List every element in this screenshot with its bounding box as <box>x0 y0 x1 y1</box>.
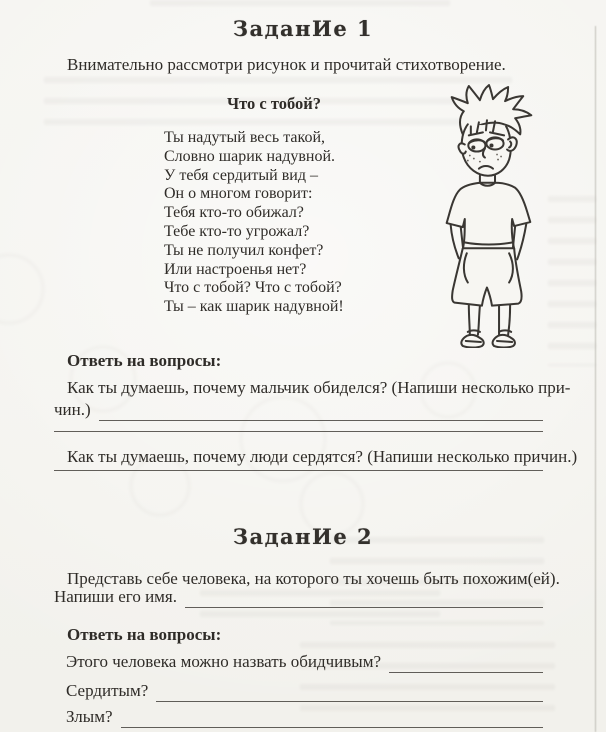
poem-line: Что с тобой? Что с тобой? <box>164 279 342 297</box>
task2-question-3: Злым? <box>66 707 113 726</box>
poem-line: Ты не получил конфет? <box>164 241 324 259</box>
task1-instruction: Внимательно рассмотри рисунок и прочитай стихотворение. <box>67 55 506 74</box>
bleedthrough-artifact <box>150 0 450 10</box>
task2-question-row <box>54 680 543 702</box>
task1-question1-line2: чин.) <box>54 400 91 419</box>
task2-question-2: Сердитым? <box>66 681 149 700</box>
answer-line[interactable] <box>54 431 543 432</box>
poem-line: Тебе кто-то угрожал? <box>164 222 310 240</box>
poem <box>164 94 364 317</box>
task2-intro-line2: Напиши его имя. <box>54 587 178 606</box>
answer-line[interactable] <box>54 470 543 471</box>
task2-question-row <box>54 651 543 673</box>
bleedthrough-artifact <box>548 196 596 366</box>
poem-line: Ты – как шарик надувной! <box>164 298 344 316</box>
task2-question-1: Этого человека можно назвать обидчивым? <box>66 652 381 671</box>
sad-boy-drawing-icon <box>436 82 550 348</box>
bleedthrough-circle <box>0 254 44 324</box>
task1-heading: ЗаданИе 1 <box>232 16 374 41</box>
poem-line: Ты надутый весь такой, <box>164 129 326 146</box>
task1-question1-line2-row <box>54 399 543 421</box>
poem-line: Или настроенья нет? <box>164 260 307 278</box>
poem-line: Он о многом говорит: <box>164 185 313 203</box>
poem-title: Что с тобой? <box>227 94 321 113</box>
task1-question1-line1: Как ты думаешь, почему мальчик обиделся? (Напиши несколько при- <box>67 378 571 397</box>
poem-line: Тебя кто-то обижал? <box>164 204 304 222</box>
answer-line[interactable] <box>156 683 543 702</box>
task1-answers-heading: Ответь на вопросы: <box>67 351 222 370</box>
poem-lines <box>164 129 364 317</box>
answer-line[interactable] <box>121 709 543 728</box>
answer-line[interactable] <box>99 402 543 421</box>
task2-intro-line1: Представь себе человека, на которого ты хочешь быть похожим(ей). <box>67 569 560 588</box>
task2-intro-line2-row <box>54 586 543 608</box>
answer-line[interactable] <box>185 589 543 608</box>
poem-line: У тебя сердитый вид – <box>164 166 318 184</box>
task2-heading: ЗаданИе 2 <box>232 524 374 549</box>
answer-line[interactable] <box>389 654 543 673</box>
poem-line: Словно шарик надувной. <box>164 147 336 165</box>
scan-edge-line <box>595 26 597 732</box>
task1-question2: Как ты думаешь, почему люди сердятся? (Напиши несколько причин.) <box>67 447 578 466</box>
task2-answers-heading: Ответь на вопросы: <box>67 625 222 644</box>
sad-boy-illustration <box>436 82 550 348</box>
task2-question-row <box>54 706 543 728</box>
